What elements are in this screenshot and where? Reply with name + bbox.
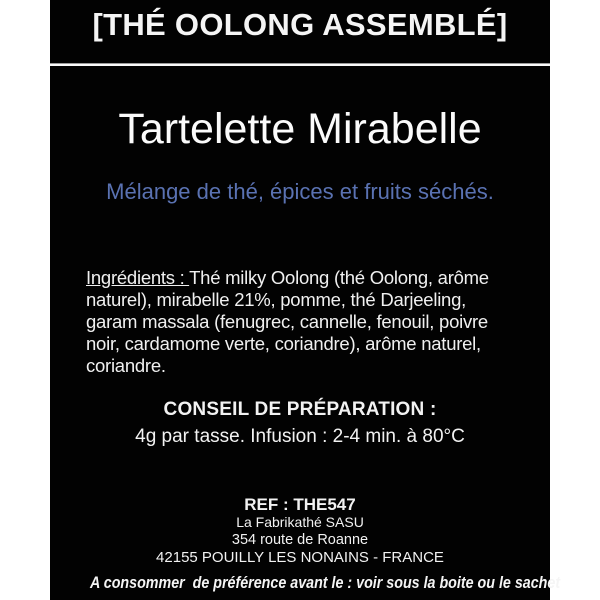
preparation-heading: CONSEIL DE PRÉPARATION : — [163, 399, 437, 420]
best-before-notice: A consommer de préférence avant le : voir sous la boite ou le sachet — [90, 573, 561, 592]
ingredients-paragraph — [86, 267, 528, 377]
category-banner: [THÉ OOLONG ASSEMBLÉ] — [92, 7, 508, 42]
ingredients-label: Ingrédients : — [86, 267, 190, 288]
ingredients-line — [86, 267, 528, 289]
product-reference: REF : THE547 — [244, 495, 356, 514]
product-subtitle: Mélange de thé, épices et fruits séchés. — [106, 179, 494, 204]
ingredients-text: Thé milky Oolong (thé Oolong, arôme — [189, 267, 489, 288]
ingredients-line: garam massala (fenugrec, cannelle, fenouil, poivre — [86, 311, 488, 332]
ingredients-line: coriandre. — [86, 355, 166, 376]
manufacturer-company: La Fabrikathé SASU — [236, 514, 364, 530]
ingredients-line: noir, cardamome verte, coriandre), arôme naturel, — [86, 333, 481, 354]
manufacturer-street: 354 route de Roanne — [231, 532, 369, 548]
ingredients-line: naturel), mirabelle 21%, pomme, thé Darjeeling, — [86, 289, 467, 310]
tea-label — [50, 0, 561, 600]
manufacturer-city: 42155 POUILLY LES NONAINS - FRANCE — [156, 549, 444, 566]
header-separator-line — [50, 63, 550, 66]
preparation-instructions: 4g par tasse. Infusion : 2-4 min. à 80°C — [135, 426, 465, 447]
product-title: Tartelette Mirabelle — [118, 105, 482, 153]
